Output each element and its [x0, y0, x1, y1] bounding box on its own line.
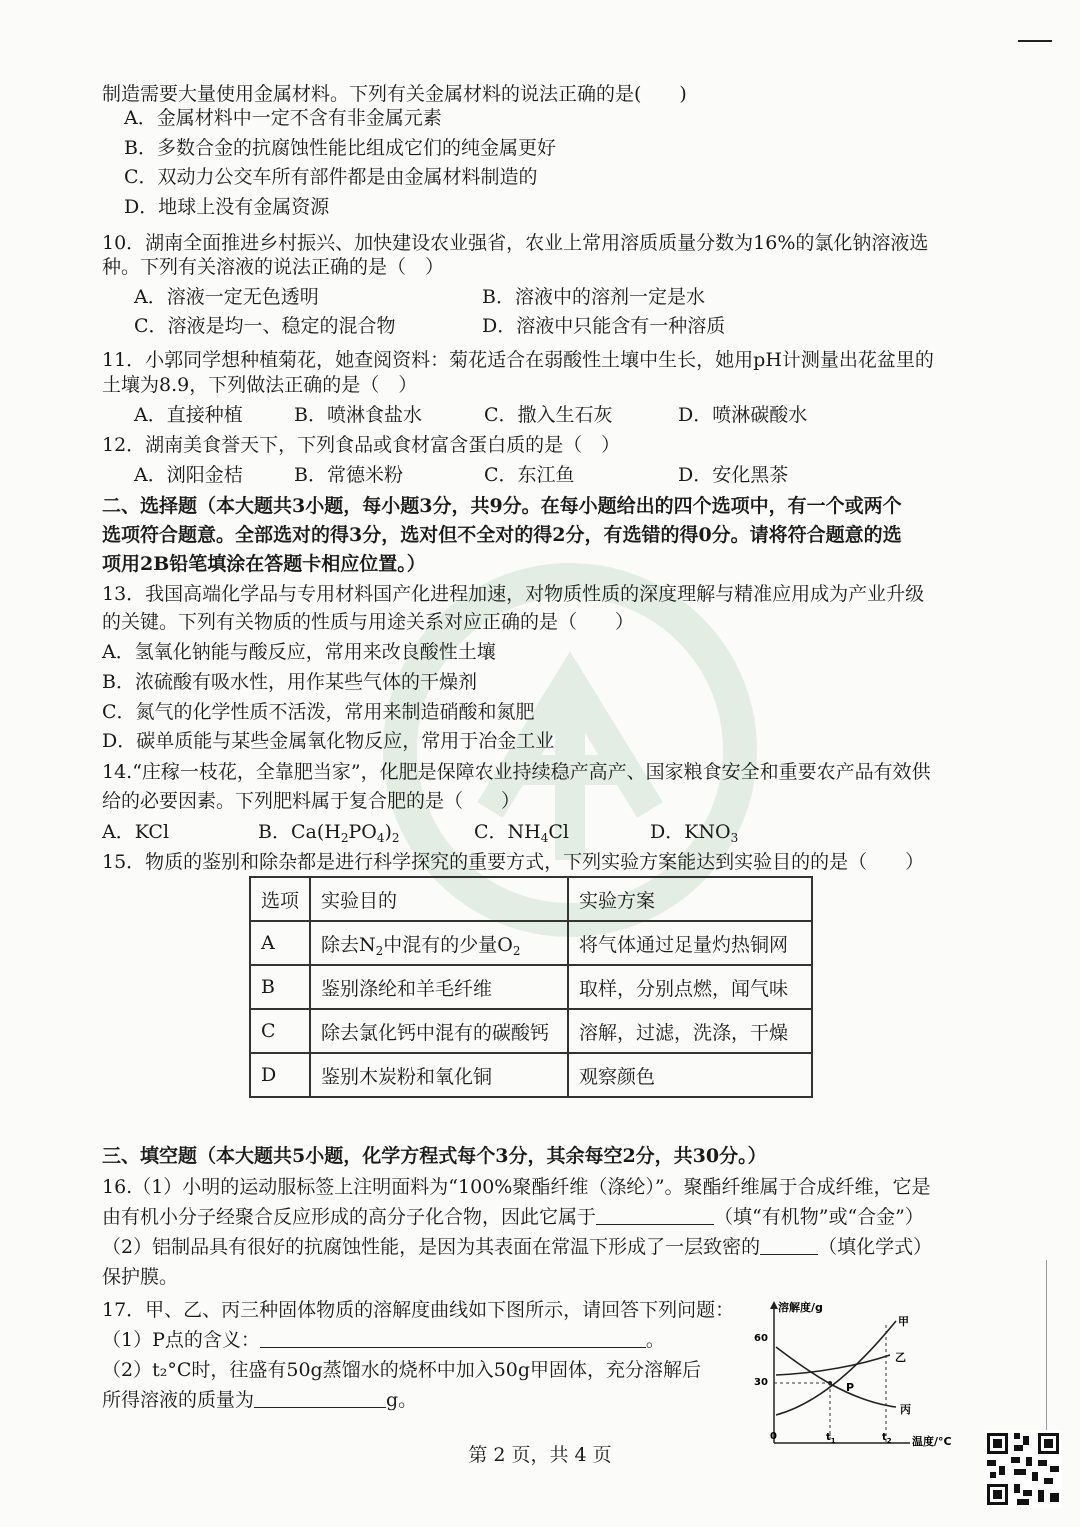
tick-label-t1: $t_1$	[826, 1432, 836, 1445]
q12-option-a: A．浏阳金桔	[134, 464, 243, 486]
q14-option-c: C．$NH_4Cl$	[474, 821, 569, 845]
answer-blank[interactable]	[260, 1329, 646, 1348]
q12-option-c: C．东江鱼	[484, 464, 575, 486]
solubility-curve-figure	[740, 1295, 970, 1455]
table-row	[250, 921, 812, 965]
table-row	[250, 1053, 812, 1097]
answer-blank[interactable]	[760, 1236, 818, 1255]
table-cell: 鉴别涤纶和羊毛纤维	[310, 965, 568, 1009]
q14-stem-line1: 14.“庄稼一枝花，全靠肥当家”，化肥是保障农业持续稳产高产、国家粮食安全和重要农产品有效供	[102, 761, 931, 783]
q16-part1-line2: 由有机小分子经聚合反应形成的高分子化合物，因此它属于 （填“有机物”或“合金”）	[102, 1206, 924, 1228]
q13-option-c: C．氮气的化学性质不活泼，常用来制造硝酸和氮肥	[102, 701, 535, 723]
q10-option-d: D．溶液中只能含有一种溶质	[482, 315, 726, 337]
table-header-cell: 实验方案	[568, 877, 812, 921]
q13-option-d: D．碳单质能与某些金属氧化物反应，常用于冶金工业	[102, 730, 555, 752]
label-bing: 丙	[900, 1403, 911, 1416]
table-cell: 除去氯化钙中混有的碳酸钙	[310, 1009, 568, 1053]
q16-part2-line1: （2）铝制品具有很好的抗腐蚀性能，是因为其表面在常温下形成了一层致密的 （填化学式）	[102, 1236, 933, 1258]
tick-label-60: 60	[754, 1333, 768, 1344]
y-axis-label: 溶解度/g	[778, 1301, 823, 1314]
point-p	[828, 1381, 832, 1385]
label-jia: 甲	[898, 1315, 909, 1328]
q17-part2-line1: （2）t₂°C时，往盛有50g蒸馏水的烧杯中加入50g甲固体，充分溶解后	[102, 1359, 702, 1381]
q14-option-b: B．$Ca(H_2PO_4)_2$	[258, 821, 400, 845]
q15-stem: 15．物质的鉴别和除杂都是进行科学探究的重要方式，下列实验方案能达到实验目的的是（ ）	[102, 851, 925, 873]
x-axis-label: 温度/°C	[912, 1435, 952, 1448]
table-row	[250, 1009, 812, 1053]
top-corner-dash	[1018, 40, 1052, 42]
q11-stem-line1: 11．小郭同学想种植菊花，她查阅资料：菊花适合在弱酸性土壤中生长，她用pH计测量出花盆里的	[102, 349, 934, 371]
q12-stem: 12．湖南美食誉天下，下列食品或食材富含蛋白质的是（ ）	[102, 434, 621, 456]
table-cell: A	[250, 921, 310, 965]
q10-stem-line1: 10．湖南全面推进乡村振兴、加快建设农业强省，农业上常用溶质质量分数为16%的氯化钠溶液选	[102, 232, 929, 254]
curve-bing	[776, 1347, 896, 1407]
table-cell: 将气体通过足量灼热铜网	[568, 921, 812, 965]
section3-heading: 三、填空题（本大题共5小题，化学方程式每个3分，其余每空2分，共30分。）	[102, 1145, 767, 1167]
curve-yi	[776, 1355, 890, 1375]
table-cell: B	[250, 965, 310, 1009]
page-footer: 第 2 页，共 4 页	[468, 1444, 612, 1466]
q9-option-a: A．金属材料中一定不含有非金属元素	[124, 107, 442, 129]
q11-option-b: B．喷淋食盐水	[294, 404, 422, 426]
table-cell: 观察颜色	[568, 1053, 812, 1097]
q11-option-a: A．直接种植	[134, 404, 243, 426]
table-cell: C	[250, 1009, 310, 1053]
q10-option-b: B．溶液中的溶剂一定是水	[482, 286, 705, 308]
y-axis-arrow	[770, 1301, 778, 1309]
table-row	[250, 965, 812, 1009]
table-cell: 取样，分别点燃，闻气味	[568, 965, 812, 1009]
q11-option-d: D．喷淋碳酸水	[678, 404, 808, 426]
tick-label-t2: $t_2$	[882, 1432, 892, 1445]
table-cell: 除去$N_2$中混有的少量$O_2$	[310, 921, 568, 965]
table-header-cell: 选项	[250, 877, 310, 921]
q16-part2-line2: 保护膜。	[102, 1266, 179, 1288]
table-cell: D	[250, 1053, 310, 1097]
q14-option-d: D．$KNO_3$	[650, 821, 739, 845]
q9-option-c: C．双动力公交车所有部件都是由金属材料制造的	[124, 166, 538, 188]
section2-heading-line2: 选项符合题意。全部选对的得3分，选对但不全对的得2分，有选错的得0分。请将符合题意的选	[102, 524, 902, 546]
q13-option-a: A．氢氧化钠能与酸反应，常用来改良酸性土壤	[102, 641, 496, 663]
tick-label-origin: 0	[770, 1431, 777, 1442]
q9-option-b: B．多数合金的抗腐蚀性能比组成它们的纯金属更好	[124, 137, 556, 159]
q16-part1-line1: 16.（1）小明的运动服标签上注明面料为“100%聚酯纤维（涤纶）”。聚酯纤维属于合成纤维，它是	[102, 1176, 931, 1198]
q13-option-b: B．浓硫酸有吸水性，用作某些气体的干燥剂	[102, 671, 477, 693]
q11-option-c: C．撒入生石灰	[484, 404, 613, 426]
table-header-cell: 实验目的	[310, 877, 568, 921]
answer-blank[interactable]	[596, 1206, 714, 1225]
label-p: P	[846, 1381, 855, 1394]
q17-part1: （1）P点的含义： 。	[102, 1329, 665, 1351]
section2-heading-line1: 二、选择题（本大题共3小题，每小题3分，共9分。在每小题给出的四个选项中，有一个或两个	[102, 495, 902, 517]
table-header-row	[250, 877, 812, 921]
q12-option-b: B．常德米粉	[294, 464, 403, 486]
q14-stem-line2: 给的必要因素。下列肥料属于复合肥的是（ ）	[102, 790, 521, 812]
qr-code-icon[interactable]	[984, 1430, 1062, 1508]
section2-heading-line3: 项用2B铅笔填涂在答题卡相应位置。）	[102, 553, 426, 575]
q17-part2-line2: 所得溶液的质量为 g。	[102, 1389, 418, 1411]
q10-option-c: C．溶液是均一、稳定的混合物	[134, 315, 396, 337]
q9-option-d: D．地球上没有金属资源	[124, 196, 330, 218]
q15-table	[249, 876, 813, 1098]
q14-option-a: A．KCl	[102, 821, 170, 843]
q13-stem-line1: 13．我国高端化学品与专用材料国产化进程加速，对物质性质的深度理解与精准应用成为产业升级	[102, 583, 925, 605]
label-yi: 乙	[895, 1351, 906, 1364]
q10-stem-line2: 种。下列有关溶液的说法正确的是（ ）	[102, 256, 445, 278]
q9-stem: 制造需要大量使用金属材料。下列有关金属材料的说法正确的是( )	[102, 83, 687, 105]
table-cell: 鉴别木炭粉和氧化铜	[310, 1053, 568, 1097]
q11-stem-line2: 土壤为8.9，下列做法正确的是（ ）	[102, 374, 418, 396]
answer-blank[interactable]	[254, 1389, 386, 1408]
q10-option-a: A．溶液一定无色透明	[134, 286, 319, 308]
table-cell: 溶解，过滤，洗涤，干燥	[568, 1009, 812, 1053]
q13-stem-line2: 的关键。下列有关物质的性质与用途关系对应正确的是（ ）	[102, 611, 635, 633]
tick-label-30: 30	[754, 1377, 768, 1388]
q17-stem: 17．甲、乙、丙三种固体物质的溶解度曲线如下图所示，请回答下列问题：	[102, 1299, 735, 1321]
q12-option-d: D．安化黑茶	[678, 464, 789, 486]
